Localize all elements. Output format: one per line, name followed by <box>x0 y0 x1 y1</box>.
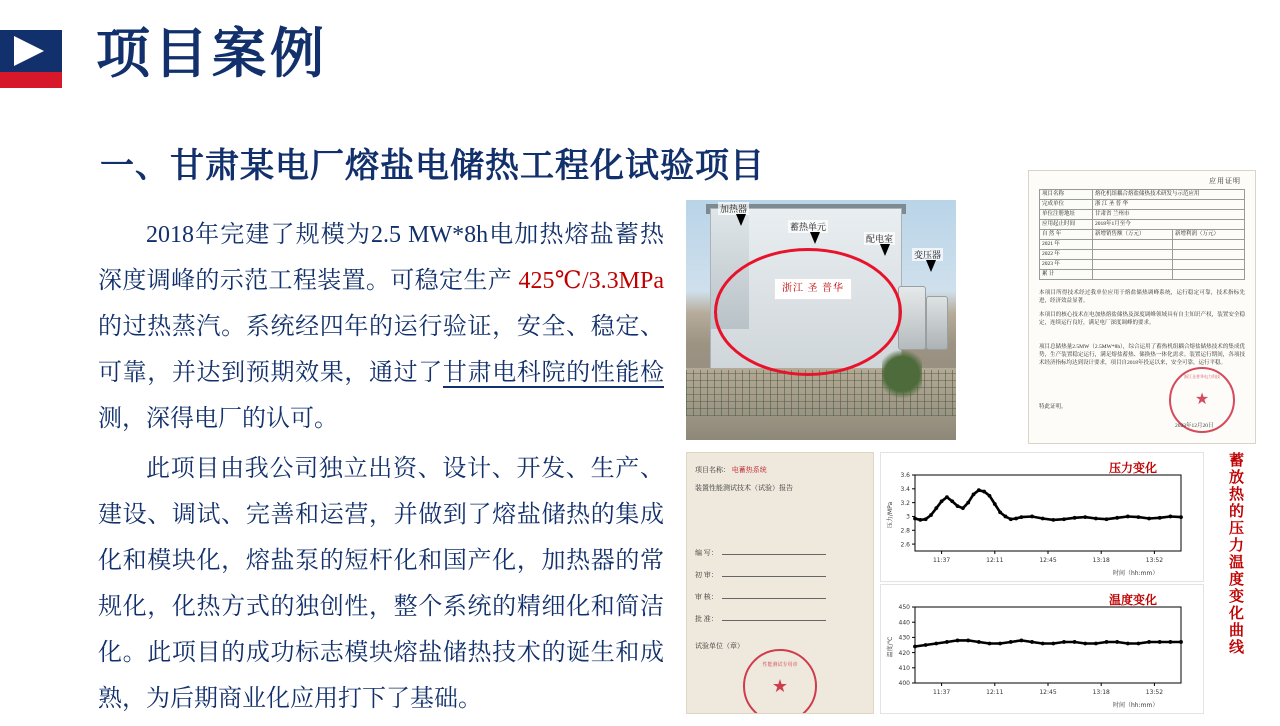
svg-text:13:52: 13:52 <box>1145 689 1164 696</box>
paragraph-1-part-2: 的过热蒸汽。系统经四年的运行验证，安全、稳定、可靠，并达到预期效果，通过了 <box>98 314 664 386</box>
table-row <box>1040 270 1245 280</box>
report-line-3 <box>695 611 863 624</box>
plant-tank-2 <box>926 296 948 350</box>
pressure-chart-svg <box>881 453 1203 581</box>
svg-text:3.2: 3.2 <box>900 499 910 507</box>
certificate-paragraph-4: 特此证明。 <box>1039 404 1067 410</box>
svg-text:11:37: 11:37 <box>932 557 951 564</box>
cert-value-3: 2018年1月至今 <box>1093 220 1245 230</box>
report-line-1 <box>695 567 863 580</box>
svg-text:12:11: 12:11 <box>986 689 1004 696</box>
certificate-date: 2023年12月20日 <box>1175 423 1214 429</box>
svg-text:12:45: 12:45 <box>1039 689 1057 696</box>
section-title: 一、甘肃某电厂熔盐电储热工程化试验项目 <box>100 146 765 186</box>
cert-metric-row-3-v2 <box>1173 270 1245 280</box>
paragraph-1-part-3: 测，深得电厂的认可。 <box>98 406 338 432</box>
charts-vertical-caption: 蓄放热的压力温度变化曲线 <box>1227 452 1245 656</box>
certificate-seal-text: 浙江圣普华电力科技 <box>1184 373 1220 379</box>
report-project-row <box>695 465 767 475</box>
cert-label-1: 完成单位 <box>1040 200 1093 210</box>
photo-label-switchroom: 配电室 <box>866 234 894 244</box>
svg-text:2.6: 2.6 <box>900 541 910 549</box>
cert-label-2: 单位注册地址 <box>1040 210 1093 220</box>
svg-text:13:18: 13:18 <box>1092 689 1110 696</box>
report-line-3-value <box>722 611 826 621</box>
cert-metric-row-0: 2021 年 <box>1040 240 1093 250</box>
application-certificate <box>1028 170 1256 444</box>
temperature-y-axis-label: 温度/℃ <box>887 636 894 658</box>
pressure-x-axis-label: 时间（hh:mm） <box>1113 570 1159 577</box>
cert-metric-head-1: 新增销售额（万元） <box>1093 230 1173 240</box>
cert-value-2: 甘肃省 兰州市 <box>1093 210 1245 220</box>
arrow-down-icon-switchroom <box>880 244 890 256</box>
photo-label-transformer: 变压器 <box>914 250 942 260</box>
page-title: 项目案例 <box>96 22 328 85</box>
report-line-1-label: 初 审： <box>695 571 718 579</box>
svg-text:13:52: 13:52 <box>1145 557 1164 564</box>
table-row <box>1040 220 1245 230</box>
paragraph-2: 此项目由我公司独立出资、设计、开发、生产、建设、调试、完善和运营，并做到了熔盐储热的集成化和模块化，熔盐泵的短杆化和国产化，加热器的常规化，化热方式的独创性，整个系统的精细化和简洁化。此项目的成功标志模块熔盐储热技术的诞生和成熟，为后期商业化应用打下了基础。 <box>98 456 664 712</box>
table-row <box>1040 230 1245 240</box>
svg-text:400: 400 <box>898 680 910 688</box>
paragraph-1 <box>98 212 664 442</box>
svg-text:410: 410 <box>898 665 910 672</box>
certificate-info-table <box>1039 189 1245 280</box>
temperature-axes <box>899 604 1181 696</box>
cert-metric-row-2: 2023 年 <box>1040 260 1093 270</box>
report-project-name: 电蓄热系统 <box>731 466 767 474</box>
cert-metric-row-0-v2 <box>1173 240 1245 250</box>
pressure-chart <box>880 452 1204 582</box>
table-row <box>1040 260 1245 270</box>
seal-star-icon: ★ <box>1194 391 1210 408</box>
cert-label-0: 项目名称 <box>1040 190 1093 200</box>
cert-metric-row-1-v1 <box>1093 250 1173 260</box>
svg-text:3: 3 <box>906 513 910 521</box>
report-line-2-value <box>722 589 826 599</box>
report-line-0-label: 编 写： <box>695 549 718 557</box>
table-row <box>1040 200 1245 210</box>
svg-text:3.6: 3.6 <box>900 472 910 480</box>
svg-text:440: 440 <box>898 619 910 627</box>
svg-text:450: 450 <box>898 604 910 612</box>
table-row <box>1040 210 1245 220</box>
svg-text:2.8: 2.8 <box>900 527 910 535</box>
certificate-paragraph-3: 项目总储热量2.5MW（2.5MW*8h），综合运用了蓄热机组耦合熔盐储热技术的集成优势，生产装置稳定运行，满足熔盐蓄热、储换热一体化需求。装置运行期间，各项技术经济指标均达到设计要求，项目自2018年投运以来，安全可靠，运行平稳。 <box>1039 344 1245 366</box>
certificate-paragraph-1: 本项目所得技术经过我单位应用于熔盐储热调峰系统，运行稳定可靠，技术指标先进，经济效益显著。 <box>1039 290 1245 304</box>
report-line-3-label: 批 准： <box>695 615 718 623</box>
arrow-down-icon-heater <box>736 214 746 226</box>
cert-metric-row-2-v1 <box>1093 260 1173 270</box>
report-line-1-value <box>722 567 826 577</box>
cert-metric-row-3: 累 计 <box>1040 270 1093 280</box>
certificate-title: 应用证明 <box>1209 177 1241 185</box>
pressure-y-axis-label: 压力/MPa <box>887 501 894 529</box>
cert-value-1: 浙 江 圣 普 华 <box>1093 200 1245 210</box>
svg-text:12:11: 12:11 <box>986 557 1004 564</box>
svg-text:430: 430 <box>898 634 910 642</box>
cert-metric-row-1-v2 <box>1173 250 1245 260</box>
report-seal-text: 性能测试专用章 <box>762 662 798 668</box>
report-project-subtitle: 装置性能测试技术（试验）报告 <box>695 484 793 492</box>
report-line-2-label: 审 核： <box>695 593 718 601</box>
body-text <box>98 212 664 726</box>
table-row <box>1040 190 1245 200</box>
table-row <box>1040 250 1245 260</box>
report-seal-star-icon: ★ <box>771 676 789 696</box>
test-report-scan <box>686 452 874 714</box>
paragraph-1-underline: 甘肃电科院的性能检 <box>442 360 665 386</box>
plant-tree <box>882 350 922 410</box>
pressure-series-line <box>915 490 1181 520</box>
photo-label-heater: 加热器 <box>720 204 748 214</box>
svg-text:12:45: 12:45 <box>1039 557 1057 564</box>
arrow-down-icon-storage <box>810 232 820 244</box>
report-unit-label: 试验单位（章） <box>695 642 744 650</box>
plant-sign-label: 浙江 圣 普华 <box>774 278 852 300</box>
logo-red-bar <box>0 72 62 88</box>
cert-metric-head-2: 新增利润（万元） <box>1173 230 1245 240</box>
report-line-0 <box>695 545 863 558</box>
svg-text:3.4: 3.4 <box>900 486 910 494</box>
report-line-2 <box>695 589 863 602</box>
cert-metric-row-3-v1 <box>1093 270 1173 280</box>
slide-header <box>0 0 1280 120</box>
cert-metric-row-1: 2022 年 <box>1040 250 1093 260</box>
certificate-paragraph-2: 本项目的核心技术在电加热熔盐储热及深度调峰领域具有自主知识产权，装置安全稳定，连续运行良好，满足电厂深度调峰的要求。 <box>1039 312 1245 326</box>
cert-label-3: 应用起止时间 <box>1040 220 1093 230</box>
temperature-chart-title: 温度变化 <box>1108 593 1157 607</box>
report-project-label: 项目名称： <box>695 466 730 474</box>
svg-text:11:37: 11:37 <box>932 689 951 696</box>
cert-metric-head-0: 自 然 年 <box>1040 230 1093 240</box>
temperature-chart-svg <box>881 585 1203 713</box>
cert-metric-row-2-v2 <box>1173 260 1245 270</box>
company-logo-icon <box>0 30 62 92</box>
paragraph-1-highlight: 425℃/3.3MPa <box>518 268 665 294</box>
pressure-chart-title: 压力变化 <box>1108 461 1157 475</box>
report-seal-icon <box>743 649 817 714</box>
paragraph-1-part-1: 2018年完建了规模为2.5 MW*8h电加热熔盐蓄热深度调峰的示范工程装置。可稳定生产 <box>98 222 664 294</box>
plant-photo <box>686 200 956 440</box>
photo-label-storage: 蓄热单元 <box>790 222 827 232</box>
plant-tank-1 <box>898 286 926 350</box>
red-ellipse-annotation <box>714 248 902 376</box>
svg-text:13:18: 13:18 <box>1092 557 1110 564</box>
report-line-0-value <box>722 545 826 555</box>
cert-value-0: 熔化机组耦合熔盐储热技术研发与示范应用 <box>1093 190 1245 200</box>
arrow-down-icon-transformer <box>926 260 936 272</box>
cert-metric-row-0-v1 <box>1093 240 1173 250</box>
svg-text:420: 420 <box>898 649 910 657</box>
temperature-series-line <box>915 640 1181 646</box>
table-row <box>1040 240 1245 250</box>
temperature-chart <box>880 584 1204 714</box>
logo-arrow-icon <box>14 36 44 66</box>
temperature-x-axis-label: 时间（hh:mm） <box>1113 702 1159 709</box>
